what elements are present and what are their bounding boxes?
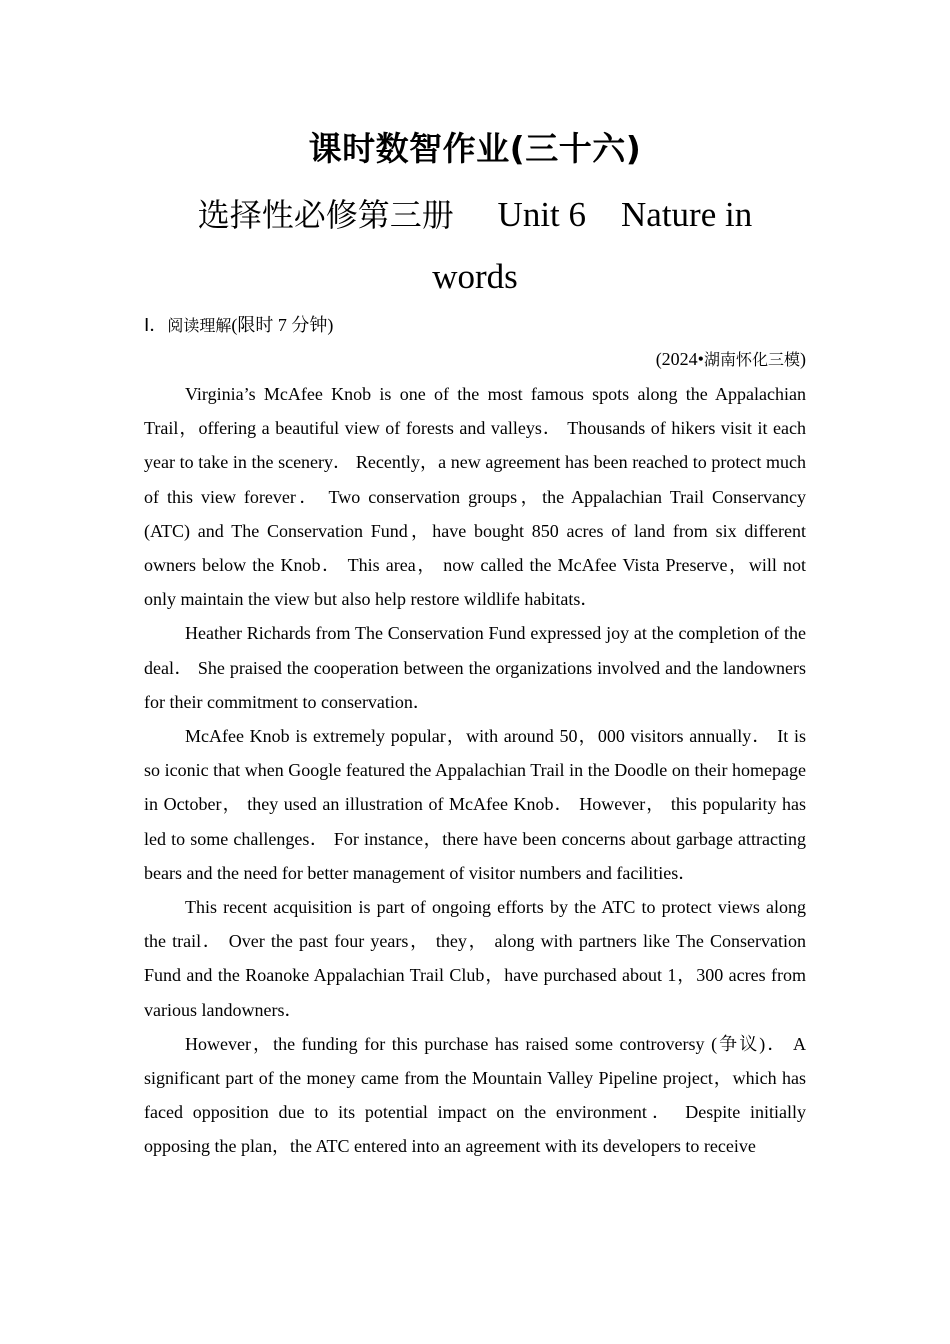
question-source	[656, 346, 806, 373]
section-heading	[144, 312, 333, 339]
subtitle-english: Unit 6 Nature in	[497, 195, 753, 234]
section-label: 阅读理解	[167, 316, 232, 335]
section-number: Ⅰ．	[144, 315, 168, 335]
paragraph-4: This recent acquisition is part of ongoing efforts by the ATC to protect views along the trail． Over the past four years， they， along with partners like The Conservation Fund and the Roanoke Appalachian Trail Club，have purchased about 1，300 acres from various landowners．	[144, 897, 806, 1020]
section-time-note: (限时 7 分钟)	[231, 315, 334, 335]
reading-passage	[144, 377, 806, 1164]
source-place: 湖南怀化三模	[703, 350, 800, 369]
paragraph-5: However，the funding for this purchase has raised some controversy (争议)． A significant part of the money came from the Mountain Valley Pipeline project，which has faced opposition due to its potential impact on the environment． Despite initially opposing the plan，the ATC entered into an agreement with its developers to receive	[144, 1033, 806, 1157]
paragraph-1: Virginia’s McAfee Knob is one of the most famous spots along the Appalachian Trail，offering a beautiful view of forests and valleys． Thousands of hikers visit it each year to take in the scenery． Recently，a new agreement has been reached to protect much of this view forever． Two conservation groups，the Appalachian Trail Conservancy (ATC) and The Conservation Fund，have bought 850 acres of land from six different owners below the Knob． This area， now called the McAfee Vista Preserve，will not only maintain the view but also help restore wildlife habitats．	[144, 384, 806, 610]
page-title: 课时数智作业(三十六)	[308, 129, 642, 168]
paragraph-2: Heather Richards from The Conservation Fund expressed joy at the completion of the deal． She praised the cooperation between the organizations involved and the landowners for their commitment to conservation．	[144, 623, 806, 712]
subtitle-unit	[463, 195, 498, 234]
source-close: )	[800, 349, 806, 369]
paragraph-3: McAfee Knob is extremely popular，with around 50，000 visitors annually． It is so iconic that when Google featured the Appalachian Trail in the Doodle on their homepage in October， they used an illustration of McAfee Knob． However， this popularity has led to some challenges． For instance，there have been concerns about garbage attracting bears and the need for better management of visitor numbers and facilities．	[144, 726, 806, 883]
subtitle-chinese: 选择性必修第三册	[197, 196, 454, 234]
subtitle-line2: words	[432, 257, 518, 296]
page-subtitle	[180, 184, 770, 307]
source-year: (2024•	[655, 349, 704, 369]
